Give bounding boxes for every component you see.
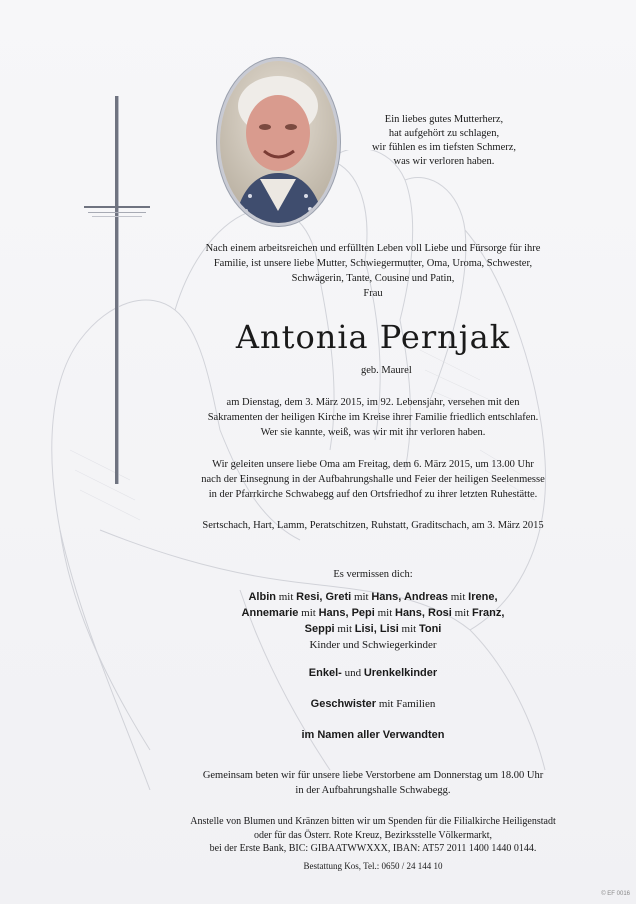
- portrait-photo: [217, 58, 340, 226]
- family-name: Irene,: [468, 591, 498, 603]
- family-connector: mit: [275, 591, 297, 603]
- donation-line: oder für das Österr. Rote Kreuz, Bezirksstelle Völkermarkt,: [253, 829, 493, 841]
- birth-name: geb. Maurel: [361, 365, 412, 376]
- donation-line: Anstelle von Blumen und Kränzen bitten wir um Spenden für die Filialkirche Heiligenstadt: [190, 816, 556, 827]
- family-name: Resi, Greti: [296, 591, 352, 603]
- funeral-line: Wir geleiten unsere liebe Oma am Freitag, dem 6. März 2015, um 13.00 Uhr: [212, 459, 534, 470]
- portrait-image: [220, 61, 337, 223]
- notice-line: Sakramenten der heiligen Kirche im Kreise ihrer Familie friedlich entschlafen.: [207, 412, 539, 423]
- death-notice: [150, 395, 596, 440]
- copyright-mark: © EF 0016: [601, 891, 630, 897]
- family-list: [150, 589, 596, 653]
- family-connector: mit: [351, 591, 372, 603]
- grandchildren-bold: Enkel-: [308, 667, 342, 679]
- funeral-details: [150, 457, 596, 502]
- family-line: [150, 589, 596, 605]
- mourners-title: [150, 567, 596, 582]
- family-name: Annemarie: [241, 607, 299, 619]
- grandchildren-line: [150, 667, 596, 679]
- donation-notice: [150, 815, 596, 856]
- family-name: Lisi, Lisi: [354, 623, 399, 635]
- notice-line: am Dienstag, dem 3. März 2015, im 92. Lebensjahr, versehen mit den: [226, 397, 520, 408]
- family-connector: mit: [398, 623, 419, 635]
- prayer-line: Gemeinsam beten wir für unsere liebe Verstorbene am Donnerstag um 18.00 Uhr: [202, 770, 544, 781]
- places-date-text: Sertschach, Hart, Lamm, Peratschitzen, Ruhstatt, Graditschach, am 3. März 2015: [202, 520, 544, 531]
- family-line: [150, 605, 596, 621]
- cross-icon: [84, 96, 150, 484]
- funeral-line: nach der Einsegnung in der Aufbahrungshalle und Feier der heiligen Seelenmesse: [201, 474, 545, 485]
- family-name: Seppi: [304, 623, 335, 635]
- family-name: Hans, Andreas: [371, 591, 448, 603]
- family-connector: mit: [298, 607, 319, 619]
- family-connector: mit: [374, 607, 395, 619]
- siblings-line: [150, 698, 596, 710]
- family-line: [150, 621, 596, 637]
- places-and-date: [150, 518, 596, 533]
- family-connector: Kinder und Schwiegerkinder: [309, 639, 437, 651]
- notice-line: Wer sie kannte, weiß, was wir mit ihr verloren haben.: [260, 427, 486, 438]
- family-connector: mit: [451, 607, 473, 619]
- poem-line: wir fühlen es im tiefsten Schmerz,: [371, 142, 517, 153]
- prayer-notice: [150, 768, 596, 798]
- intro-line: Nach einem arbeitsreichen und erfüllten Leben voll Liebe und Fürsorge für ihre: [205, 243, 541, 254]
- mourners-title-text: Es vermissen dich:: [333, 569, 413, 580]
- undertaker-contact: Bestattung Kos, Tel.: 0650 / 24 144 10: [303, 861, 443, 871]
- family-name: Franz,: [472, 607, 505, 619]
- prayer-line: in der Aufbahrungshalle Schwabegg.: [295, 785, 451, 796]
- grandchildren-bold-2: Urenkelkinder: [363, 667, 438, 679]
- family-connector: mit: [334, 623, 355, 635]
- intro-text: [150, 241, 596, 301]
- siblings-bold: Geschwister: [310, 698, 377, 710]
- family-name: Hans, Rosi: [395, 607, 452, 619]
- poem-line: hat aufgehört zu schlagen,: [388, 128, 500, 139]
- poem-line: was wir verloren haben.: [393, 156, 495, 167]
- funeral-line: in der Pfarrkirche Schwabegg auf den Ortsfriedhof zu ihrer letzten Ruhestätte.: [208, 489, 538, 500]
- family-connector: mit: [447, 591, 469, 603]
- memorial-poem: [354, 113, 534, 169]
- intro-line: Familie, ist unsere liebe Mutter, Schwiegermutter, Oma, Uroma, Schwester,: [213, 258, 533, 269]
- poem-line: Ein liebes gutes Mutterherz,: [384, 114, 504, 125]
- relatives-line: [150, 729, 596, 741]
- grandchildren-connector: und: [341, 667, 364, 679]
- family-name: Hans, Pepi: [318, 607, 375, 619]
- family-name: Toni: [418, 623, 442, 635]
- family-name: Albin: [248, 591, 276, 603]
- intro-line: Schwägerin, Tante, Cousine und Patin,: [291, 273, 455, 284]
- donation-line: bei der Erste Bank, BIC: GIBAATWWXXX, IBAN: AT57 2011 1400 1440 0144.: [209, 843, 537, 854]
- family-line: [150, 637, 596, 653]
- siblings-normal: mit Familien: [376, 698, 436, 710]
- deceased-name: Antonia Pernjak: [235, 318, 511, 356]
- intro-line: Frau: [363, 288, 383, 299]
- relatives-bold: im Namen aller Verwandten: [301, 729, 445, 741]
